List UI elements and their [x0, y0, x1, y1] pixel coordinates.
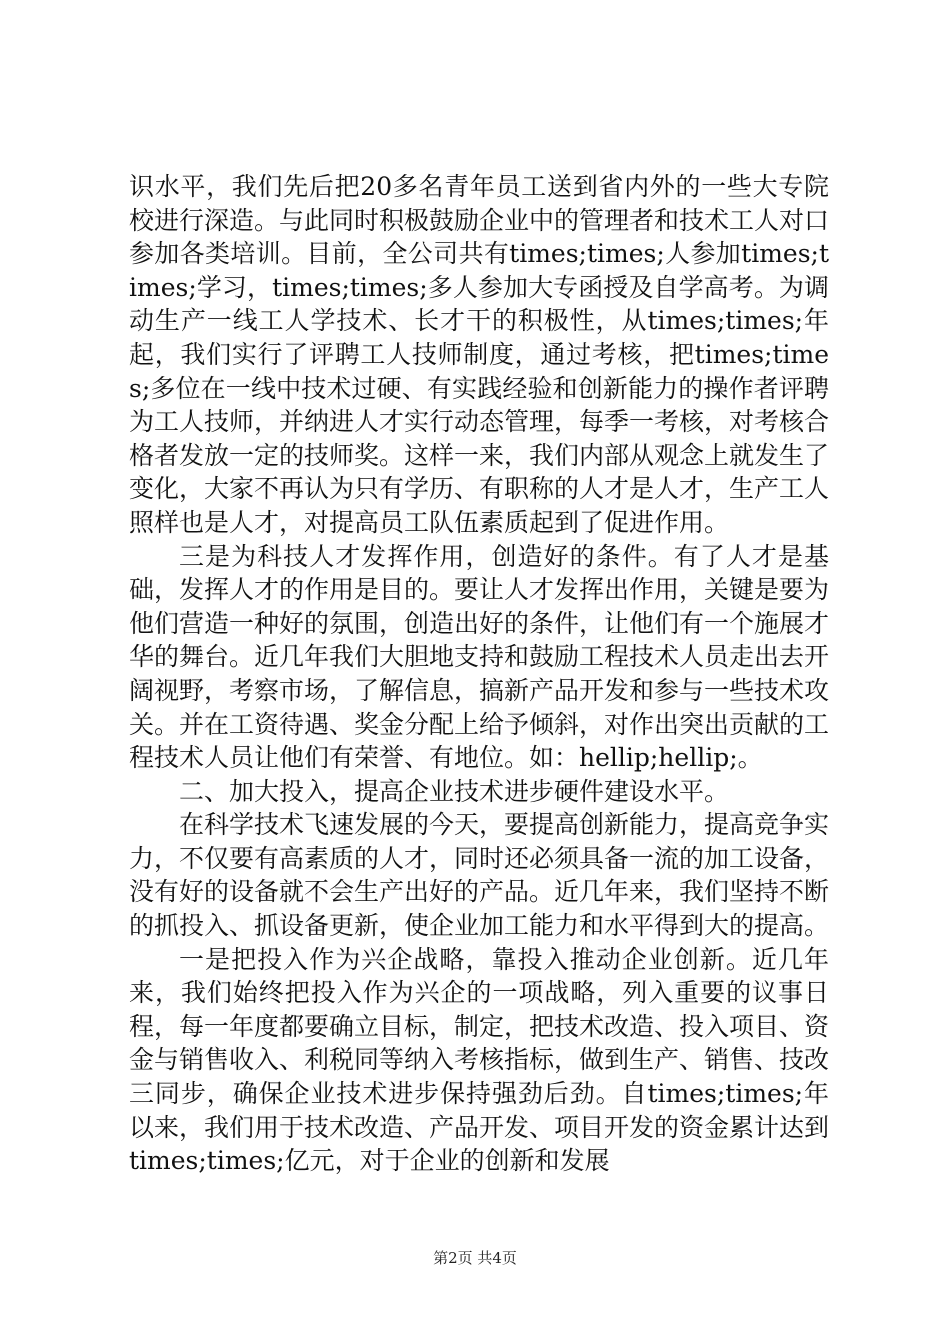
- page-footer: 第2页 共4页: [433, 1249, 517, 1267]
- document-body: [129, 170, 829, 1178]
- paragraph-equipment: 在科学技术飞速发展的今天，要提高创新能力，提高竞争实力，不仅要有高素质的人才，同时还必须具备一流的加工设备，没有好的设备就不会生产出好的产品。近几年来，我们坚持不断的抓投入、抓设备更新，使企业加工能力和水平得到大的提高。: [129, 810, 830, 941]
- paragraph-talent-conditions: 三是为科技人才发挥作用，创造好的条件。有了人才是基础，发挥人才的作用是目的。要让人才发挥出作用，关键是要为他们营造一种好的氛围，创造出好的条件，让他们有一个施展才华的舞台。近几年我们大胆地支持和鼓励工程技术人员走出去开阔视野，考察市场，了解信息，搞新产品开发和参与一些技术攻关。并在工资待遇、奖金分配上给予倾斜，对作出突出贡献的工程技术人员让他们有荣誉、有地位。如：hellip;hellip;。: [129, 541, 830, 773]
- section-heading-investment: 二、加大投入，提高企业技术进步硬件建设水平。: [179, 776, 730, 806]
- paragraph-investment-strategy: 一是把投入作为兴企战略，靠投入推动企业创新。近几年来，我们始终把投入作为兴企的一项战略，列入重要的议事日程，每一年度都要确立目标，制定，把技术改造、投入项目、资金与销售收入、利税同等纳入考核指标，做到生产、销售、技改三同步，确保企业技术进步保持强劲后劲。自times;times;年以来，我们用于技术改造、产品开发、项目开发的资金累计达到times;times;亿元，对于企业的创新和发展: [129, 944, 830, 1176]
- paragraph-continuation: 识水平，我们先后把20多名青年员工送到省内外的一些大专院校进行深造。与此同时积极鼓励企业中的管理者和技术工人对口参加各类培训。目前，全公司共有times;times;人参加times;times;学习，times;times;多人参加大专函授及自学高考。为调动生产一线工人学技术、长才干的积极性，从times;times;年起，我们实行了评聘工人技师制度，通过考核，把times;times;多位在一线中技术过硬、有实践经验和创新能力的操作者评聘为工人技师，并纳进人才实行动态管理，每季一考核，对考核合格者发放一定的技师奖。这样一来，我们内部从观念上就发生了变化，大家不再认为只有学历、有职称的人才是人才，生产工人照样也是人才，对提高员工队伍素质起到了促进作用。: [129, 172, 830, 537]
